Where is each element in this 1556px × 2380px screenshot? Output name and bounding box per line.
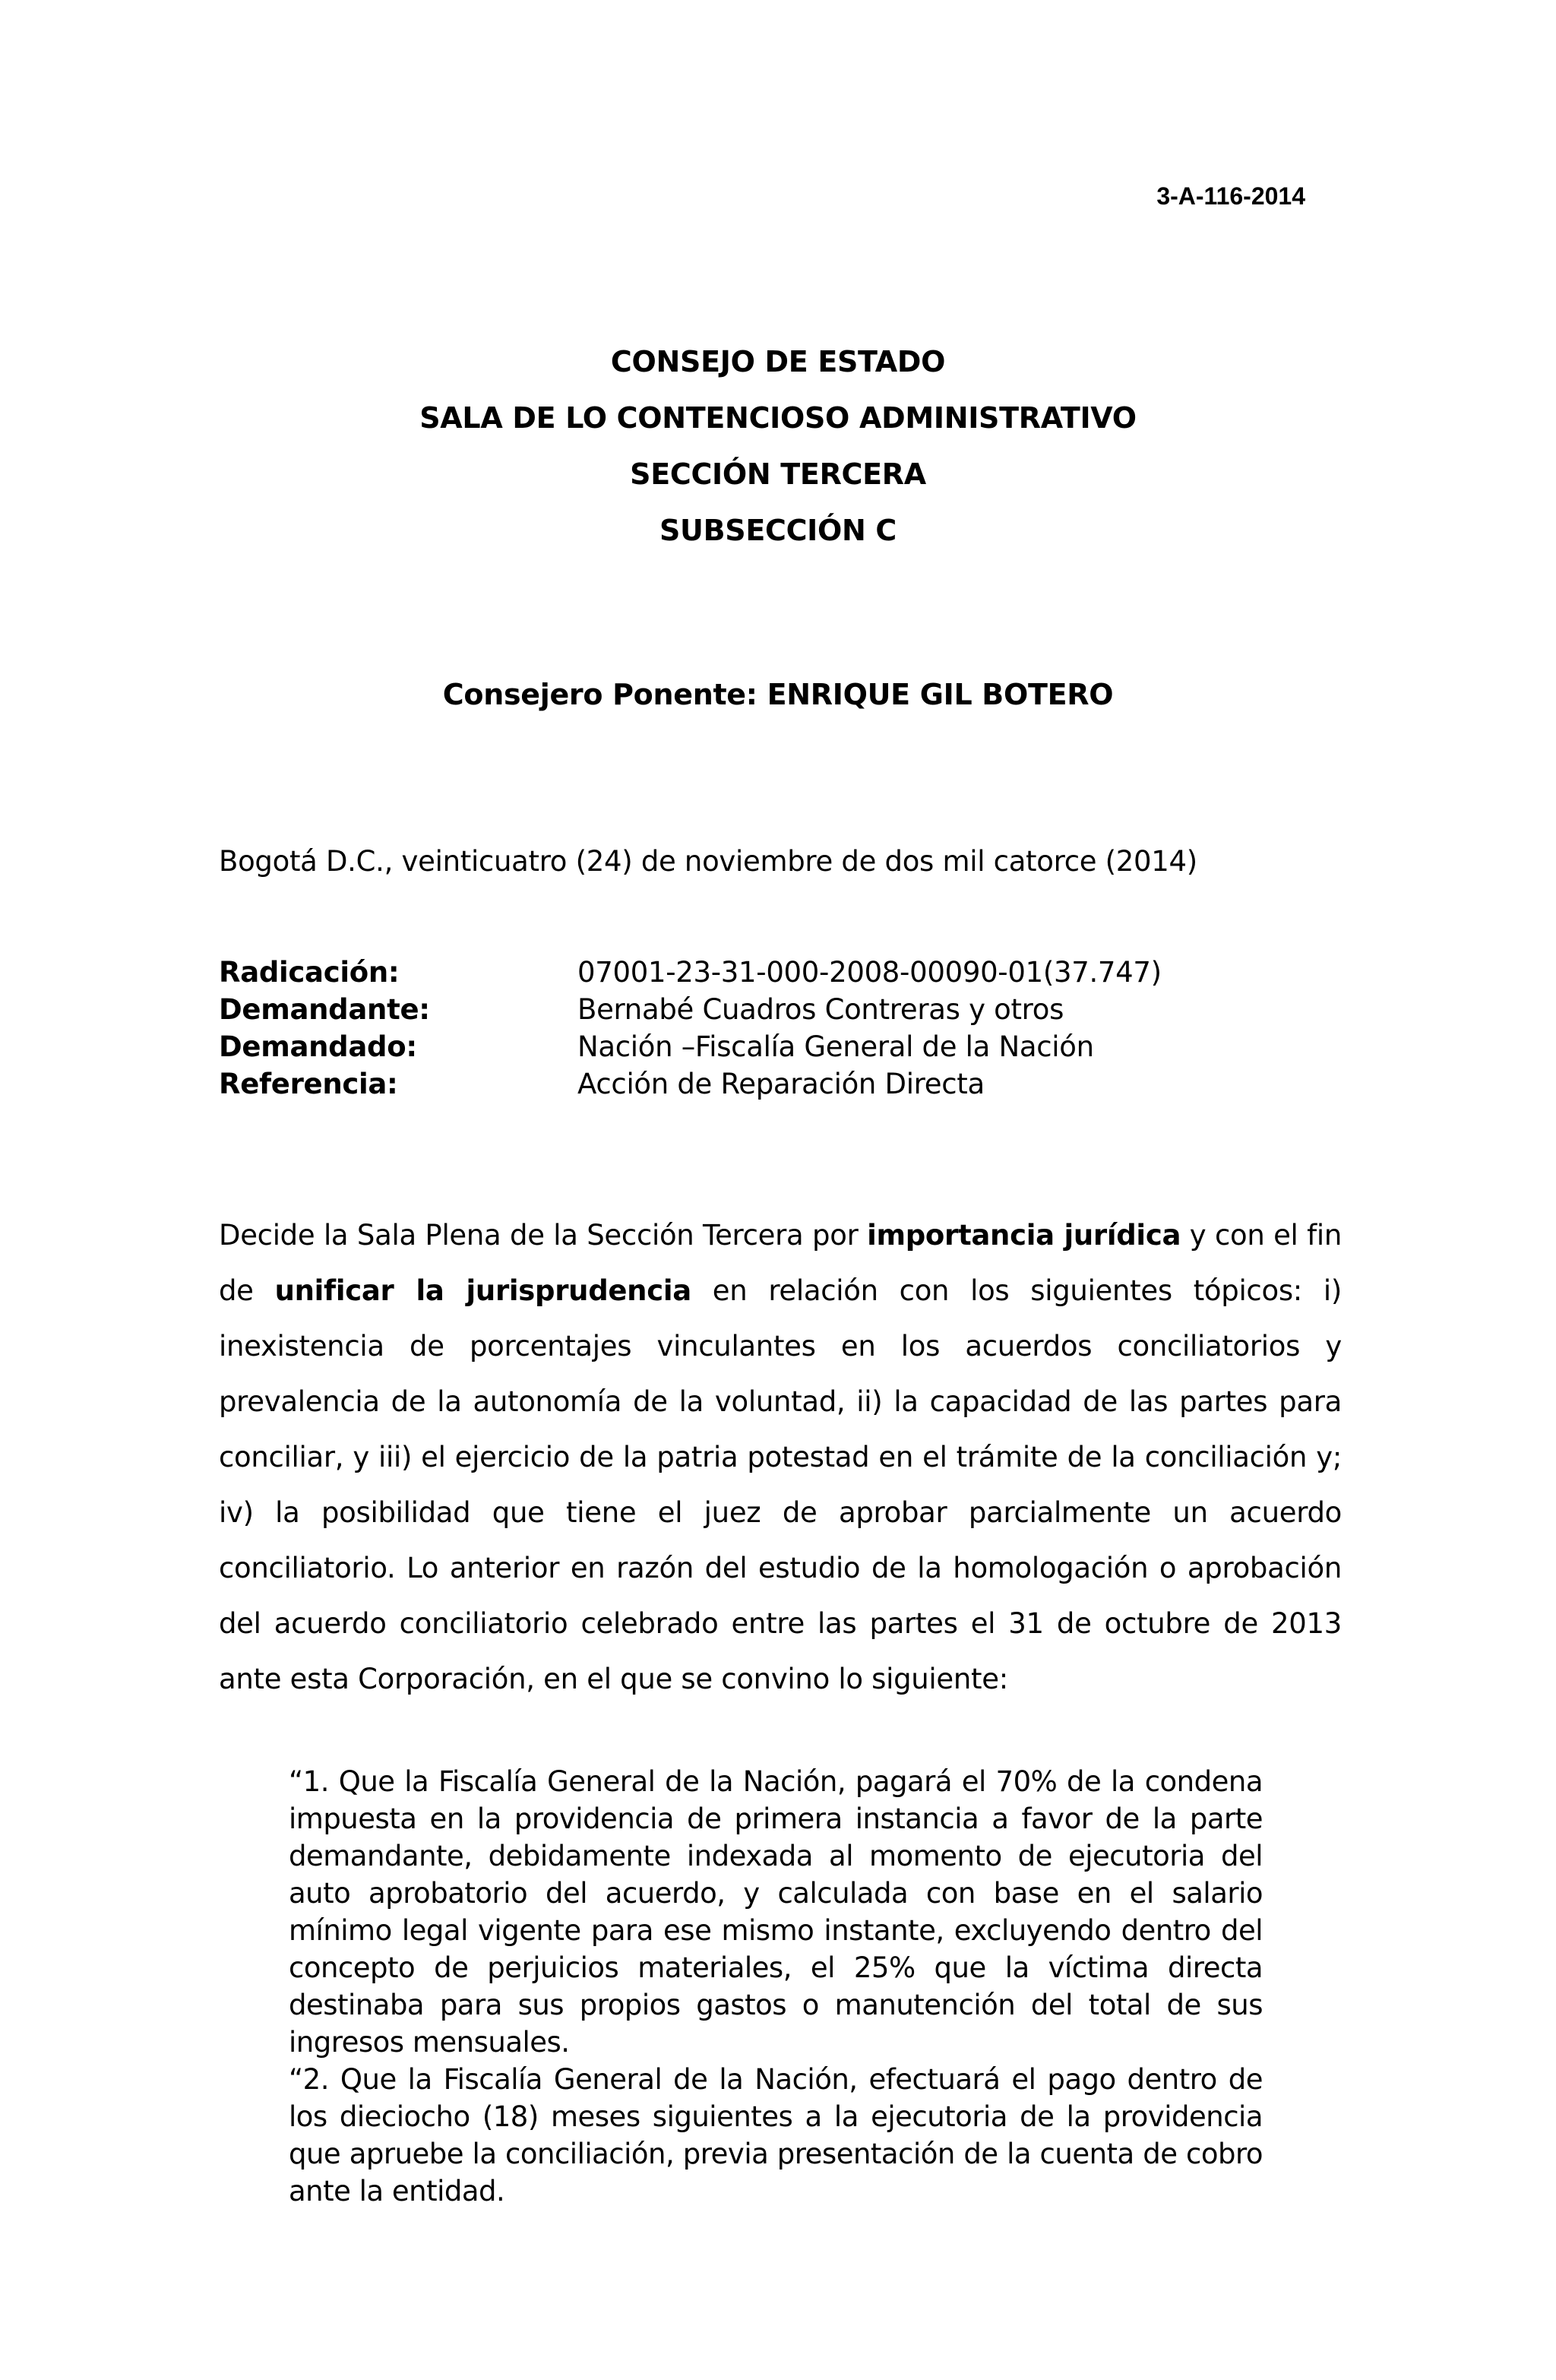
intro-text: Decide la Sala Plena de la Sección Tercera por	[219, 1219, 868, 1252]
case-detail-value: Acción de Reparación Directa	[577, 1068, 985, 1100]
court-name: CONSEJO DE ESTADO	[610, 345, 946, 378]
case-detail-row	[219, 1030, 1358, 1068]
quote-item: “2. Que la Fiscalía General de la Nación, efectuará el pago dentro de los dieciocho (18) meses siguientes a la ejecutoria de la providencia que apruebe la conciliación, previa presentación de la cuenta de cobro ante la entidad.	[289, 2063, 1263, 2208]
case-detail-row	[219, 956, 1358, 993]
case-details	[219, 956, 1358, 1105]
case-detail-label: Referencia:	[219, 1068, 398, 1100]
reporting-judge: Consejero Ponente: ENRIQUE GIL BOTERO	[442, 678, 1114, 711]
case-detail-row	[219, 1068, 1358, 1105]
case-detail-label: Demandante:	[219, 993, 430, 1026]
chamber-name: SALA DE LO CONTENCIOSO ADMINISTRATIVO	[419, 401, 1137, 435]
intro-bold-text: unificar la jurisprudencia	[274, 1274, 691, 1307]
case-detail-value: 07001-23-31-000-2008-00090-01(37.747)	[577, 956, 1162, 989]
case-detail-value: Nación –Fiscalía General de la Nación	[577, 1030, 1094, 1063]
case-detail-label: Demandado:	[219, 1030, 417, 1063]
intro-text: y con el fin de	[219, 1219, 1342, 1307]
case-detail-row	[219, 993, 1358, 1030]
agreement-quote	[289, 1763, 1263, 2210]
subsection-name: SUBSECCIÓN C	[659, 514, 897, 547]
section-name: SECCIÓN TERCERA	[630, 457, 926, 491]
quote-item: “1. Que la Fiscalía General de la Nación, pagará el 70% de la condena impuesta en la providencia de primera instancia a favor de la parte demandante, debidamente indexada al momento de ejecutoria del auto aprobatorio del acuerdo, y calculada con base en el salario mínimo legal vigente para ese mismo instante, excluyendo dentro del concepto de perjuicios materiales, el 25% que la víctima directa destinaba para sus propios gastos o manutención del total de sus ingresos mensuales.	[289, 1765, 1263, 2059]
document-number: 3-A-116-2014	[1156, 182, 1305, 210]
intro-paragraph	[219, 1207, 1342, 1707]
case-detail-label: Radicación:	[219, 956, 400, 989]
case-detail-value: Bernabé Cuadros Contreras y otros	[577, 993, 1064, 1026]
date-line: Bogotá D.C., veinticuatro (24) de noviembre de dos mil catorce (2014)	[219, 845, 1197, 878]
intro-bold-text: importancia jurídica	[867, 1219, 1181, 1252]
intro-text: en relación con los siguientes tópicos: i) inexistencia de porcentajes vinculantes en los acuerdos conciliatorios y prevalencia de la autonomía de la voluntad, ii) la capacidad de las partes para conciliar, y iii) el ejercicio de la patria potestad en el trámite de la conciliación y; iv) la posibilidad que tiene el juez de aprobar parcialmente un acuerdo conciliatorio. Lo anterior en razón del estudio de la homologación o aprobación del acuerdo conciliatorio celebrado entre las partes el 31 de octubre de 2013 ante esta Corporación, en el que se convino lo siguiente:	[219, 1274, 1342, 1695]
